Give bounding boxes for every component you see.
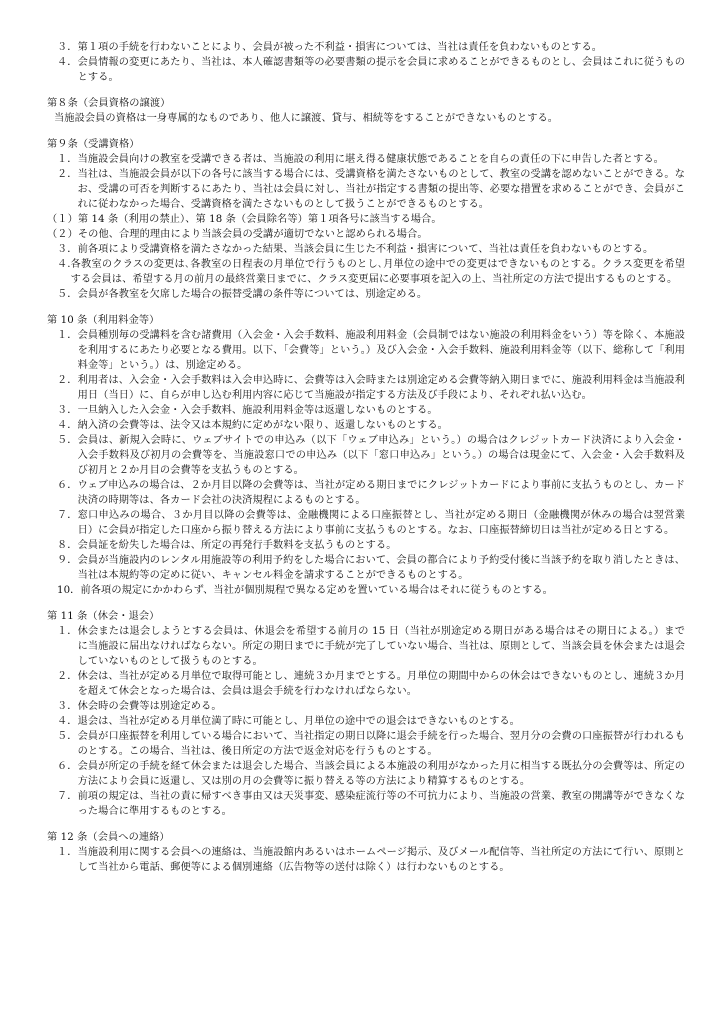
clause-text: 退会は、当社が定める月単位満了時に可能とし、月単位の途中での退会はできないものとする。 <box>77 716 520 727</box>
clause-number: ８． <box>57 540 78 551</box>
clause-item <box>47 167 685 212</box>
clause-text: 会員が口座振替を利用している場合において、当社指定の期日以降に退会手続を行った場合、翌月分の会費の口座振替が行われるものとする。この場合、当社は、後日所定の方法で返金対応を行うものとする。 <box>77 731 685 757</box>
clause-item <box>47 328 685 373</box>
clause-item <box>47 212 685 227</box>
clause-number: ６． <box>57 480 78 491</box>
clause-item <box>47 242 685 257</box>
clause-item <box>47 553 685 583</box>
clause-text: 会員は、新規入会時に、ウェブサイトでの申込み（以下「ウェブ申込み」という。）の場合はクレジットカード決済により入会金・入会手数料及び初月の会費等を、当施設窓口での申込み（以下「窓口申込み」という。）の場合は現金にて、入会金・入会手数料及び初月と２か月目の会費等を支払うものとする。 <box>77 435 685 476</box>
clause-item <box>47 403 685 418</box>
clause-number: １． <box>57 847 78 858</box>
clause-text: 前項の規定は、当社の責に帰すべき事由又は天災事変、感染症流行等の不可抗力により、当施設の営業、教室の開講等ができなくなった場合に準用するものとする。 <box>77 791 685 817</box>
clause-text: 会員が所定の手続を経て休会または退会した場合、当該会員による本施設の利用がなかった月に相当する既払分の会費等は、所定の方法により会員に返還し、又は別の月の会費等に振り替える等の方法により精算するものとする。 <box>77 761 685 787</box>
clause-text: 当社は、当施設会員が以下の各号に該当する場合には、受講資格を満たさないものとして、教室の受講を認めないことができる。なお、受講の可否を判断するにあたり、当社は会員に対し、当社が指定する書類の提出等、必要な措置を求めることができ、会員がこれに従わなかった場合、受講資格を満たさないものとして扱うことができるものとする。 <box>77 169 685 210</box>
clause-number: ５． <box>57 289 78 300</box>
clause-text: 休会は、当社が定める月単位で取得可能とし、連続３か月までとする。月単位の期間中からの休会はできないものとし、連続３か月を超えて休会となった場合は、会員は退会手続を行わなければならない。 <box>77 671 685 697</box>
clause-item <box>47 478 685 508</box>
clause-number: １． <box>57 626 78 637</box>
clause-item <box>47 373 685 403</box>
clause-item <box>47 789 685 819</box>
clause-item <box>47 845 685 875</box>
clause-item <box>47 538 685 553</box>
clause-text: 各教室のクラスの変更は､各教室の日程表の月単位で行うものとし､月単位の途中での変更はできないものとする。クラス変更を希望する会員は、希望する月の前月の最終営業日までに、クラス変更届に必要事項を記入の上、当社所定の方法で提出するものとする。 <box>70 259 685 285</box>
article-title: 第 12 条（会員への連絡） <box>47 832 170 843</box>
clause-text: 前各項により受講資格を満たさなかった結果、当該会員に生じた不利益・損害について、当社は責任を負わないものとする。 <box>77 244 654 255</box>
clause-number: ３． <box>57 244 78 255</box>
clause-number: ２． <box>57 169 78 180</box>
clause-number: ６． <box>57 761 78 772</box>
clause-item <box>47 287 685 302</box>
clause-text: 休会時の会費等は別途定める。 <box>77 701 222 712</box>
clause-text: 休会または退会しようとする会員は、休退会を希望する前月の 15 日（当社が別途定める期日がある場合はその期日による。）までに当施設に届出なければならない。所定の期日までに手続が完了していない場合、当社は、原則として、当該会員を休会または退会していないものとして扱うものとする。 <box>77 626 685 667</box>
clause-number: ４． <box>57 420 78 431</box>
clause-text: 前各項の規定にかかわらず、当社が個別規程で異なる定めを置いている場合はそれに従うものとする。 <box>80 585 553 596</box>
clause-text: 当施設利用に関する会員への連絡は、当施設館内あるいはホームページ掲示、及びメール配信等、当社所定の方法にて行い、原則として当社から電話、郵便等による個別連絡（広告物等の送付は除く）は行わないものとする。 <box>77 847 685 873</box>
clause-text: 会員情報の変更にあたり、当社は、本人確認書類等の必要書類の提示を会員に求めることができるものとし、会員はこれに従うものとする。 <box>77 57 685 83</box>
clause-number: ７． <box>57 791 78 802</box>
clause-number: ７． <box>57 510 78 521</box>
clause-number: ４． <box>57 57 78 68</box>
clause-item <box>47 624 685 669</box>
article-art-9 <box>47 137 685 302</box>
clause-item <box>47 759 685 789</box>
clause-text: 会員証を紛失した場合は、所定の再発行手数料を支払うものとする。 <box>77 540 397 551</box>
article-art-10 <box>47 313 685 598</box>
article-art-8 <box>47 96 685 126</box>
article-title: 第９条（受講資格） <box>47 139 140 150</box>
clause-text: その他、合理的理由により当該会員の受講が適切でないと認められる場合。 <box>77 229 428 240</box>
clause-text: 会員が当施設内のレンタル用施設等の利用予約をした場合において、会員の都合により予約受付後に当該予約を取り消したときは、当社は本規約等の定めに従い、キャンセル料金を請求することができるものとする。 <box>77 555 685 581</box>
clause-item <box>47 257 685 287</box>
clause-number: ９． <box>57 555 78 566</box>
clause-number: ４. <box>57 259 71 270</box>
clause-item <box>47 508 685 538</box>
clause-item <box>47 40 685 55</box>
clause-number: ５． <box>57 435 78 446</box>
clause-item <box>47 418 685 433</box>
clause-number: 10． <box>57 585 81 596</box>
article-title: 第８条（会員資格の譲渡） <box>47 98 171 109</box>
clause-text: 会員種別毎の受講料を含む諸費用（入会金・入会手数料、施設利用料金（会員制ではない施設の利用料金をいう）等を除く、本施設を利用するにあたり必要となる費用。以下、「会費等」という。）及び入会金・入会手数料、施設利用料金等（以下、総称して「利用料金等」という。）は、別途定める。 <box>77 330 685 371</box>
clause-item <box>47 227 685 242</box>
article-paragraph: 当施設会員の資格は一身専属的なものであり、他人に譲渡、貸与、相続等をすることができないものとする。 <box>54 113 559 124</box>
clause-text: 窓口申込みの場合、３か月目以降の会費等は、金融機関による口座振替とし、当社が定める期日（金融機関が休みの場合は翌営業日）に会員が指定した口座から振り替える方法により事前に支払うものとする。なお、口座振替締切日は当社が定める日とする。 <box>77 510 685 536</box>
clause-number: ５． <box>57 731 78 742</box>
clause-number: ４． <box>57 716 78 727</box>
article-art-7-cont <box>47 40 685 85</box>
clause-number: １． <box>57 330 78 341</box>
clause-text: 第１項の手続を行わないことにより、会員が被った不利益・損害については、当社は責任を負わないものとする。 <box>77 42 603 53</box>
clause-number: ３． <box>57 405 78 416</box>
clause-item <box>47 583 685 598</box>
terms-document <box>47 40 685 886</box>
clause-text: 会員が各教室を欠席した場合の振替受講の条件等については、別途定める。 <box>77 289 428 300</box>
clause-number: （１） <box>47 214 78 225</box>
clause-item <box>47 152 685 167</box>
clause-text: 当施設会員向けの教室を受講できる者は、当施設の利用に堪え得る健康状態であることを自らの責任の下に申告した者とする。 <box>77 154 664 165</box>
article-title: 第 11 条（休会・退会） <box>47 611 160 622</box>
clause-item <box>47 433 685 478</box>
clause-number: ３． <box>57 701 78 712</box>
clause-text: 利用者は、入会金・入会手数料は入会申込時に、会費等は入会時または別途定める会費等納入期日までに、施設利用料金は当施設利用日（当日）に、自らが申し込む利用内容に応じて当施設が指定する方法及び手段により、それぞれ払い込む。 <box>77 375 685 401</box>
clause-text: ウェブ申込みの場合は、２か月目以降の会費等は、当社が定める期日までにクレジットカードにより事前に支払うものとし、カード決済の時期等は、各カード会社の決済規程によるものとする。 <box>77 480 685 506</box>
article-title: 第 10 条（利用料金等） <box>47 315 160 326</box>
article-art-12 <box>47 830 685 875</box>
clause-text: 納入済の会費等は、法令又は本規約に定めがない限り、返還しないものとする。 <box>77 420 448 431</box>
clause-number: ２． <box>57 671 78 682</box>
clause-text: 一旦納入した入会金・入会手数料、施設利用料金等は返還しないものとする。 <box>77 405 438 416</box>
article-art-11 <box>47 609 685 819</box>
clause-item <box>47 55 685 85</box>
clause-number: ２． <box>57 375 78 386</box>
clause-number: （２） <box>47 229 78 240</box>
clause-item <box>47 669 685 699</box>
clause-number: ３． <box>57 42 78 53</box>
clause-text: 第 14 条（利用の禁止）、第 18 条（会員除名等）第１項各号に該当する場合。 <box>77 214 442 225</box>
clause-number: １． <box>57 154 78 165</box>
clause-item <box>47 729 685 759</box>
clause-item <box>47 699 685 714</box>
clause-item <box>47 714 685 729</box>
